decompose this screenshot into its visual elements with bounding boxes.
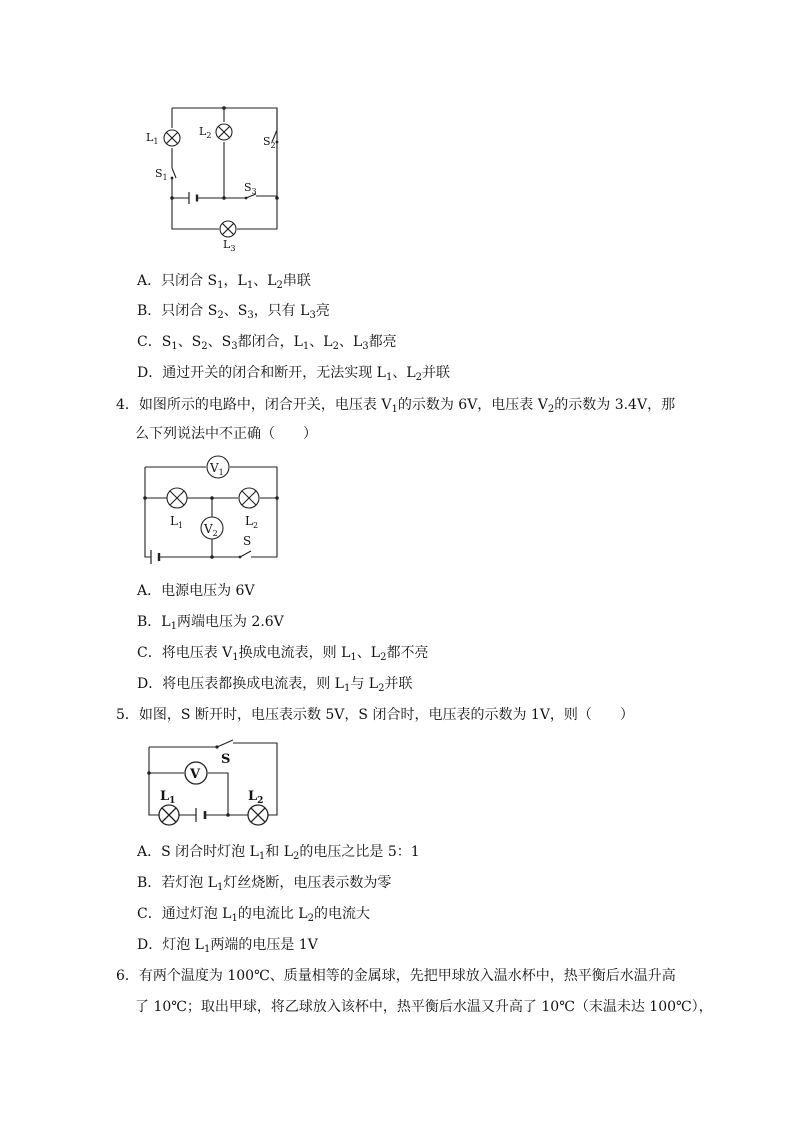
q5-option-b: B．若灯泡 $L_1$灯丝烧断，电压表示数为零 bbox=[137, 875, 392, 893]
q4-option-a: A．电源电压为 6V bbox=[137, 583, 255, 599]
label-s3: $S_3$ bbox=[244, 181, 257, 196]
lamp-l2-icon bbox=[248, 805, 268, 825]
label-l2: $L_2$ bbox=[199, 125, 212, 140]
q3-option-a: A．只闭合 $S_1$，$L_1$、$L_2$串联 bbox=[137, 273, 311, 291]
lamp-l1-icon bbox=[159, 805, 179, 825]
label-s: S bbox=[243, 534, 252, 548]
label-l2: $L_2$ bbox=[245, 514, 259, 530]
q6-stem-line2: 了 10℃；取出甲球，将乙球放入该杯中，热平衡后水温又升高了 10℃（末温未达 100℃）， bbox=[135, 999, 713, 1015]
label-l3: $L_3$ bbox=[223, 238, 236, 253]
q4-option-d: D．将电压表都换成电流表，则 $L_1$与 $L_2$并联 bbox=[137, 676, 413, 694]
q3-option-b: B．只闭合 $S_2$、$S_3$，只有 $L_3$亮 bbox=[137, 303, 330, 321]
q5-option-d: D．灯泡 $L_1$两端的电压是 1V bbox=[137, 937, 318, 955]
q3-option-c: C．$S_1$、$S_2$、$S_3$都闭合，$L_1$、$L_2$、$L_3$都亮 bbox=[137, 334, 397, 352]
label-l2: $L_2$ bbox=[248, 789, 264, 806]
q5-stem: 5．如图，S 断开时，电压表示数 5V，S 闭合时，电压表的示数为 1V，则（ ） bbox=[116, 707, 634, 723]
q3-option-d: D．通过开关的闭合和断开，无法实现 $L_1$、$L_2$并联 bbox=[137, 365, 451, 383]
q6-stem-line1: 6．有两个温度为 100℃、质量相等的金属球，先把甲球放入温水杯中，热平衡后水温升高 bbox=[116, 968, 676, 984]
label-l1: $L_1$ bbox=[170, 514, 184, 530]
voltmeter-v-icon bbox=[185, 762, 207, 784]
q5-option-a: A．S 闭合时灯泡 $L_1$和 $L_2$的电压之比是 5：1 bbox=[137, 844, 420, 862]
battery-icon bbox=[196, 808, 205, 822]
label-l1: $L_1$ bbox=[146, 131, 159, 146]
q4-option-b: B．$L_1$两端电压为 2.6V bbox=[137, 614, 284, 632]
q5-option-c: C．通过灯泡 $L_1$的电流比 $L_2$的电流大 bbox=[137, 906, 370, 924]
svg-text:V: V bbox=[190, 767, 201, 782]
q4-stem-line2: 么下列说法中不正确（ ） bbox=[135, 426, 317, 442]
svg-text:V2: $V_2$ bbox=[204, 522, 218, 538]
q4-stem-line1: 4．如图所示的电路中，闭合开关，电压表 $V_1$的示数为 6V，电压表 $V_2$的示数为 3.4V，那 bbox=[116, 397, 676, 415]
q4-option-c: C．将电压表 $V_1$换成电流表，则 $L_1$、$L_2$都不亮 bbox=[137, 645, 429, 663]
label-s2: $S_2$ bbox=[263, 135, 276, 150]
label-s1: $S_1$ bbox=[155, 167, 168, 182]
label-s: S bbox=[221, 752, 231, 767]
switch-s-icon bbox=[215, 740, 233, 749]
svg-text:V1: $V_1$ bbox=[210, 461, 224, 477]
label-l1: $L_1$ bbox=[160, 789, 176, 806]
